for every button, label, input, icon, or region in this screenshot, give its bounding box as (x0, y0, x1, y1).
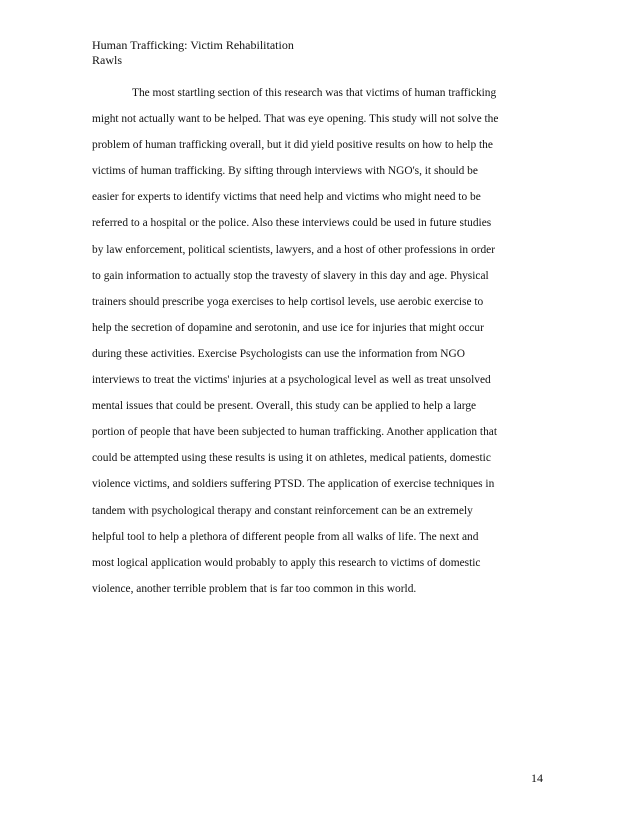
body-line: interviews to treat the victims' injuries at a psychological level as well as treat unsolved (92, 374, 491, 387)
body-line: mental issues that could be present. Overall, this study can be applied to help a large (92, 400, 477, 413)
body-line: helpful tool to help a plethora of different people from all walks of life. The next and (92, 530, 479, 543)
body-line: tandem with psychological therapy and constant reinforcement can be an extremely (92, 504, 473, 517)
body-line: referred to a hospital or the police. Also these interviews could be used in future studies (92, 217, 492, 230)
body-line: help the secretion of dopamine and serotonin, and use ice for injuries that might occur (92, 321, 484, 334)
body-line: could be attempted using these results is using it on athletes, medical patients, domestic (92, 452, 491, 465)
body-line: trainers should prescribe yoga exercises to help cortisol levels, use aerobic exercise to (92, 295, 484, 308)
body-line: portion of people that have been subjected to human trafficking. Another application that (92, 426, 497, 439)
body-line: to gain information to actually stop the travesty of slavery in this day and age. Physical (92, 269, 489, 282)
body-line: most logical application would probably to apply this research to victims of domestic (92, 556, 481, 569)
body-line: during these activities. Exercise Psychologists can use the information from NGO (92, 347, 465, 360)
body-line: problem of human trafficking overall, but it did yield positive results on how to help the (92, 139, 493, 152)
page-number: 14 (531, 771, 543, 785)
body-line: The most startling section of this research was that victims of human trafficking (132, 87, 497, 99)
running-head-author: Rawls (92, 53, 122, 67)
running-head-title: Human Trafficking: Victim Rehabilitation (92, 38, 294, 52)
body-line: violence victims, and soldiers suffering PTSD. The application of exercise techniques in (92, 478, 495, 491)
body-paragraph (92, 80, 552, 602)
body-line: might not actually want to be helped. That was eye opening. This study will not solve the (92, 113, 499, 126)
body-line: victims of human trafficking. By sifting through interviews with NGO's, it should be (92, 165, 478, 178)
body-line: violence, another terrible problem that is far too common in this world. (92, 582, 417, 595)
body-line: easier for experts to identify victims that need help and victims who might need to be (92, 191, 481, 204)
body-line: by law enforcement, political scientists, lawyers, and a host of other professions in order (92, 243, 495, 256)
running-head (92, 38, 294, 68)
